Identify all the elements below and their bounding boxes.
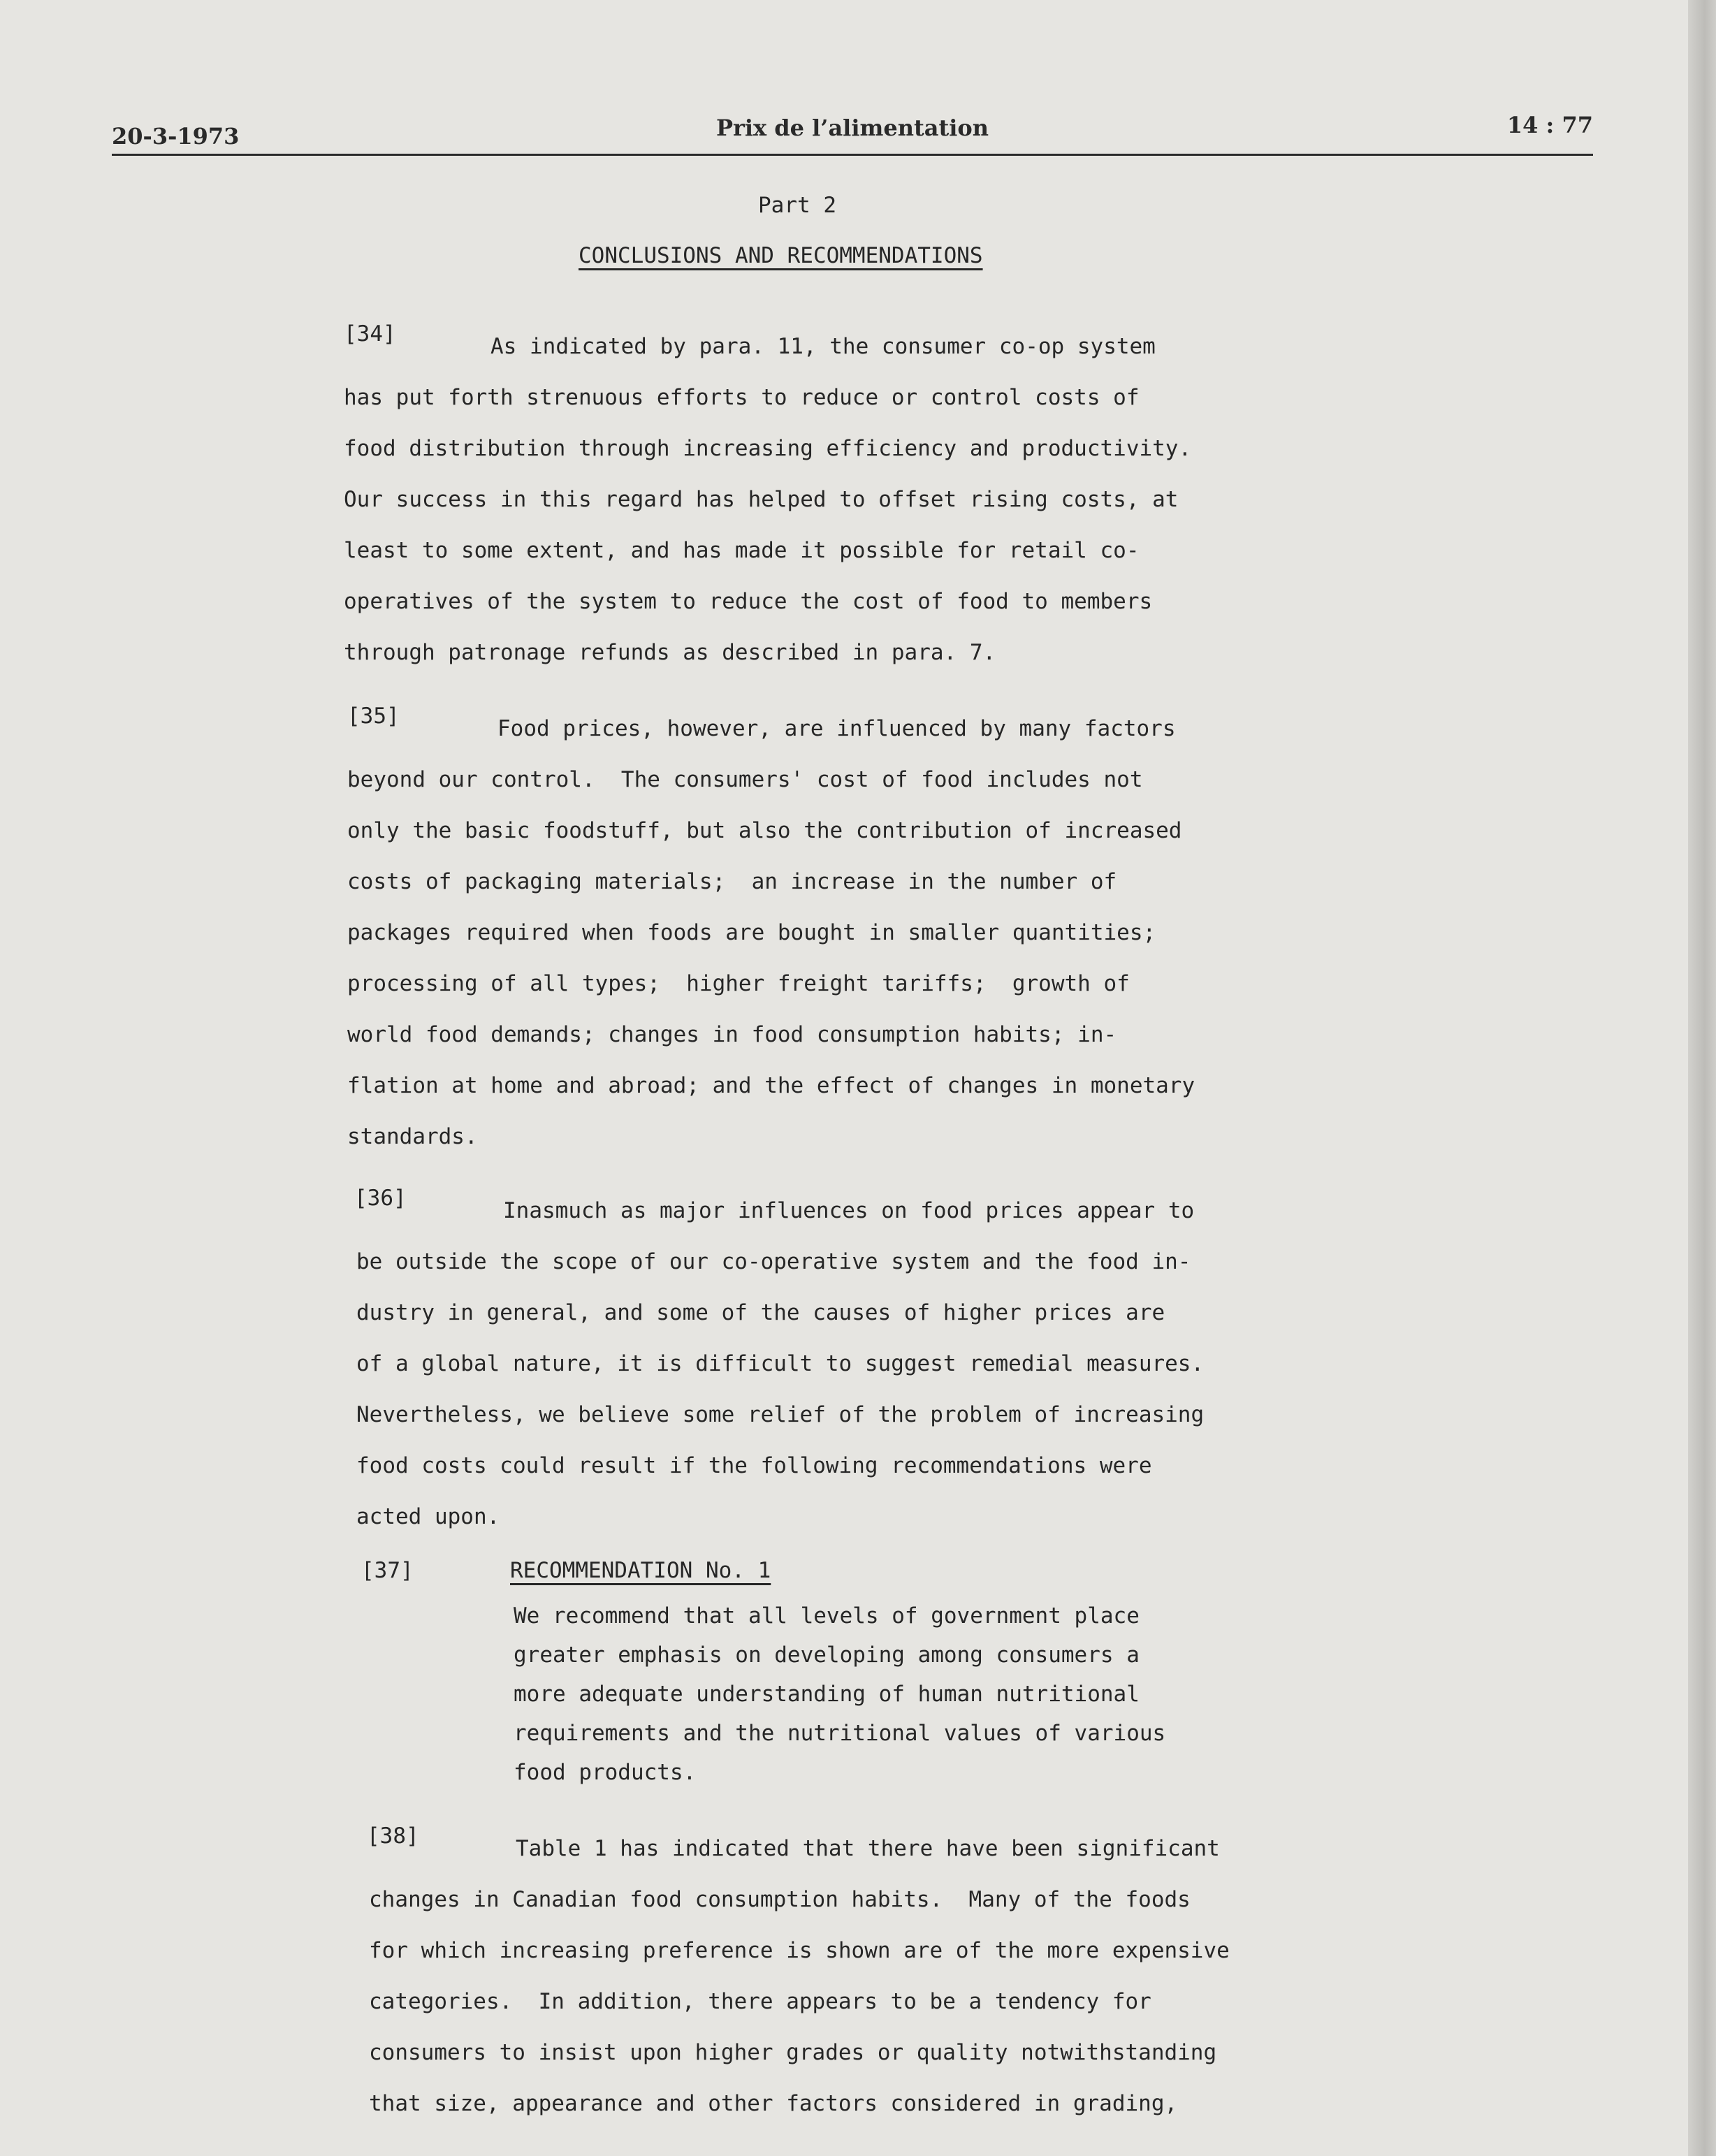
paragraph-line: Inasmuch as major influences on food prices appear to bbox=[503, 1198, 1195, 1223]
paragraph-38 bbox=[369, 1823, 1389, 2129]
paragraph-line: Our success in this regard has helped to offset rising costs, at bbox=[344, 487, 1179, 512]
paragraph-line: for which increasing preference is shown are of the more expensive bbox=[369, 1938, 1230, 1963]
page-edge bbox=[1688, 0, 1716, 2156]
paragraph-line: changes in Canadian food consumption habits. Many of the foods bbox=[369, 1887, 1191, 1912]
paragraph-line: food costs could result if the following recommendations were bbox=[356, 1453, 1152, 1478]
paragraph-line: only the basic foodstuff, but also the contribution of increased bbox=[347, 818, 1182, 843]
recommendation-line: food products. bbox=[514, 1760, 697, 1785]
paragraph-number: [34] bbox=[344, 321, 396, 347]
paragraph-line: As indicated by para. 11, the consumer co-op system bbox=[490, 334, 1156, 359]
part-label: Part 2 bbox=[758, 193, 836, 218]
recommendation-heading: RECOMMENDATION No. 1 bbox=[510, 1558, 771, 1583]
paragraph-line: Table 1 has indicated that there have been significant bbox=[516, 1836, 1220, 1861]
paragraph-line: Nevertheless, we believe some relief of the problem of increasing bbox=[356, 1402, 1205, 1427]
paragraph-line: has put forth strenuous efforts to reduce or control costs of bbox=[344, 385, 1140, 410]
paragraph-line: food distribution through increasing efficiency and productivity. bbox=[344, 436, 1192, 461]
paragraph-line: of a global nature, it is difficult to suggest remedial measures. bbox=[356, 1351, 1205, 1376]
paragraph-number: [38] bbox=[367, 1823, 419, 1849]
paragraph-line: dustry in general, and some of the causes of higher prices are bbox=[356, 1300, 1165, 1325]
paragraph-line: least to some extent, and has made it possible for retail co- bbox=[344, 538, 1140, 563]
paragraph-line: be outside the scope of our co-operative system and the food in- bbox=[356, 1249, 1191, 1274]
recommendation-line: We recommend that all levels of government place bbox=[514, 1603, 1140, 1629]
paragraph-line: packages required when foods are bought in smaller quantities; bbox=[347, 920, 1156, 945]
paragraph-line: flation at home and abroad; and the effect of changes in monetary bbox=[347, 1073, 1195, 1098]
header-title: Prix de l’alimentation bbox=[715, 115, 989, 141]
paragraph-line: Food prices, however, are influenced by many factors bbox=[497, 716, 1176, 741]
paragraph-line: categories. In addition, there appears to be a tendency for bbox=[369, 1989, 1151, 2014]
paragraph-line: operatives of the system to reduce the cost of food to members bbox=[344, 589, 1153, 614]
paragraph-line: that size, appearance and other factors considered in grading, bbox=[369, 2091, 1178, 2116]
paragraph-line: standards. bbox=[347, 1124, 478, 1149]
paragraph-36 bbox=[356, 1186, 1376, 1543]
section-title: CONCLUSIONS AND RECOMMENDATIONS bbox=[579, 243, 983, 268]
paragraph-number: [35] bbox=[347, 704, 400, 729]
paragraph-line: world food demands; changes in food consumption habits; in- bbox=[347, 1022, 1117, 1047]
recommendation-line: more adequate understanding of human nutritional bbox=[514, 1682, 1140, 1707]
paragraph-line: through patronage refunds as described in para. 7. bbox=[344, 640, 996, 665]
paragraph-number: [37] bbox=[361, 1558, 414, 1583]
header-page-number: 14 : 77 bbox=[1506, 112, 1593, 138]
recommendation-1-text bbox=[514, 1596, 1352, 1792]
recommendation-line: requirements and the nutritional values of various bbox=[514, 1721, 1166, 1746]
paragraph-35 bbox=[347, 704, 1367, 1163]
paragraph-34 bbox=[344, 321, 1364, 678]
paragraph-line: beyond our control. The consumers' cost of food includes not bbox=[347, 767, 1143, 792]
header-date: 20-3-1973 bbox=[112, 123, 240, 150]
paragraph-line: costs of packaging materials; an increase in the number of bbox=[347, 869, 1117, 894]
paragraph-number: [36] bbox=[354, 1186, 407, 1211]
paragraph-line: processing of all types; higher freight tariffs; growth of bbox=[347, 971, 1130, 996]
recommendation-line: greater emphasis on developing among consumers a bbox=[514, 1643, 1140, 1668]
paragraph-line: consumers to insist upon higher grades or quality notwithstanding bbox=[369, 2040, 1217, 2065]
paragraph-line: acted upon. bbox=[356, 1504, 500, 1529]
running-header bbox=[112, 98, 1593, 156]
